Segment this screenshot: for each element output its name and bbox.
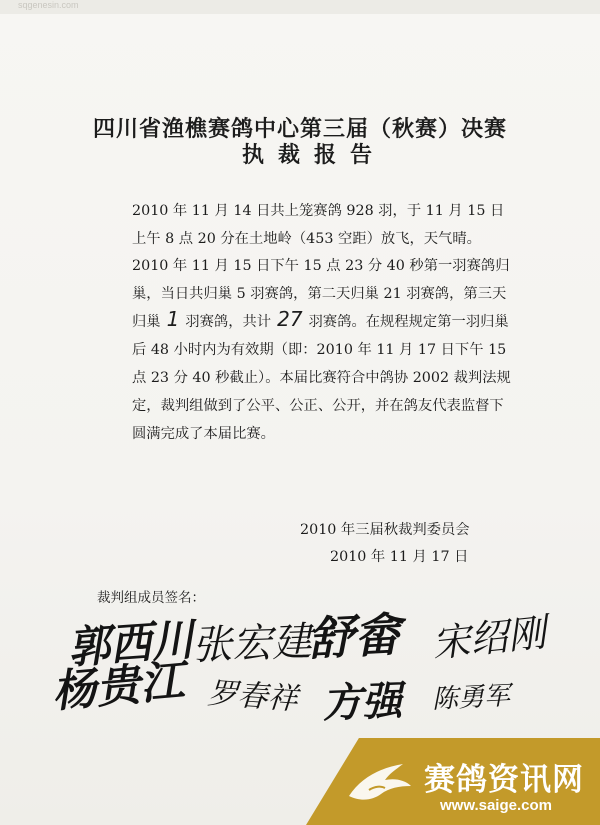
returns-text-2: 羽赛鸽，共计 [185,314,272,330]
signature: 陈勇军 [431,680,511,715]
watermark-site-name: 赛鸽资讯网 [424,762,584,798]
signing-organization: 2010 年三届秋裁判委员会 [300,522,470,538]
watermark-url: www.saige.com [440,797,552,814]
signature: 方强 [321,678,403,727]
handwritten-total-count: 27 [277,307,303,331]
signature: 杨贵江 [50,655,187,718]
handwritten-day3-count: 1 [166,307,180,331]
signature: 张宏建 [191,618,313,669]
signature: 舒畲 [306,607,402,666]
signature: 罗春祥 [206,676,299,718]
scan-top-strip [0,0,600,14]
pigeon-logo-icon [345,756,415,808]
report-title: 四川省渔樵赛鸽中心第三届（秋赛）决赛 [92,117,507,142]
paragraph-release-text: 2010 年 11 月 14 日共上笼赛鸽 928 羽，于 11 月 15 日上午 8 点 20 分在土地岭（453 空距）放飞，天气晴。 [132,203,505,247]
returns-text-3: 羽赛鸽。在规程规定第一羽归巢后 48 小时内为有效期（即：2010 年 11 月 17 日下午 15 点 23 分 40 秒截止）。本届比赛符合中鸽协 2002 裁判法规定，裁判组做到了公平、公正、公开，并在鸽友代表监督下圆满完成了本届比赛。 [132,314,511,442]
signature: 郭西川 [66,614,196,674]
paragraph-release [132,197,512,253]
signature: 宋绍刚 [430,610,549,666]
returns-text-1: 2010 年 11 月 15 日下午 15 点 23 分 40 秒第一羽赛鸽归巢，当日共归巢 5 羽赛鸽，第二天归巢 21 羽赛鸽，第三天归巢 [132,258,510,330]
paragraph-returns [132,252,512,448]
report-subtitle: 执裁报告 [241,143,386,168]
signing-date: 2010 年 11 月 17 日 [330,549,469,565]
members-signature-label: 裁判组成员签名： [97,590,205,606]
header-strip-text: sqgenesin.com [18,0,79,10]
